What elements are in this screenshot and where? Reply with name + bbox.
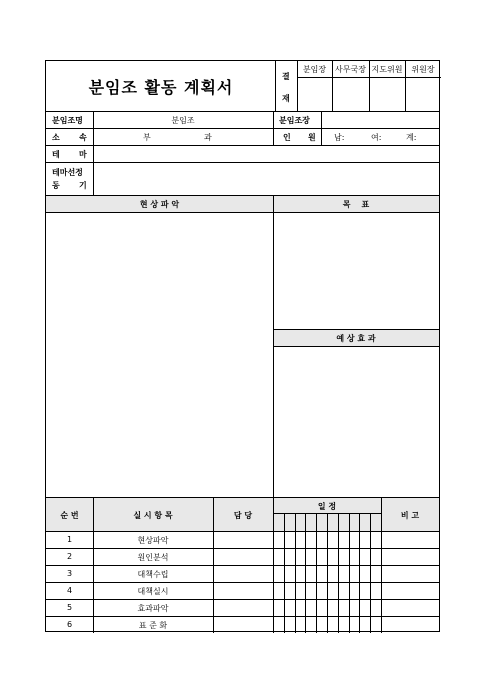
row-no-5: 5: [66, 603, 73, 612]
goal-section-header: 목 표: [342, 200, 370, 209]
motive-field[interactable]: [94, 163, 439, 195]
row-item-4: 대책실시: [137, 587, 169, 596]
col-header-note: 비 고: [400, 511, 420, 520]
department-value-b[interactable]: 과: [204, 133, 212, 142]
theme-field[interactable]: [94, 146, 439, 162]
period-subcolumn-line: [359, 513, 360, 633]
members-total[interactable]: 계:: [406, 133, 417, 142]
approval-role-chair: 위원장: [411, 65, 435, 74]
period-subcolumn-line: [305, 513, 306, 633]
row-item-1: 현상파악: [137, 536, 169, 545]
period-subcolumn-line: [284, 513, 285, 633]
effect-area[interactable]: [274, 347, 439, 497]
motive-label-line2-a: 동: [52, 181, 60, 190]
members-female[interactable]: 여:: [371, 133, 382, 142]
row-no-2: 2: [66, 552, 73, 561]
approval-divider: [275, 61, 276, 111]
row-no-4: 4: [66, 586, 73, 595]
members-male[interactable]: 남:: [334, 133, 345, 142]
col-header-owner: 담 당: [233, 511, 253, 520]
group-name-value[interactable]: 분임조: [171, 116, 195, 125]
members-label-a: 인: [283, 133, 291, 142]
status-section-header: 현 상 파 악: [139, 200, 180, 209]
department-label-b: 속: [79, 133, 87, 142]
activity-plan-form: [45, 60, 440, 632]
theme-label-b: 마: [79, 150, 87, 159]
page-title: 분임조 활동 계획서: [88, 78, 234, 97]
approval-role-secretary: 사무국장: [335, 65, 366, 74]
period-subcolumn-line: [370, 513, 371, 633]
approval-label-top: 결: [282, 72, 290, 81]
group-name-label: 분임조명: [52, 116, 83, 125]
row-item-3: 대책수립: [137, 570, 169, 579]
motive-label-line1: 테마선정: [52, 168, 83, 177]
row-no-6: 6: [66, 620, 73, 629]
period-subcolumn-line: [327, 513, 328, 633]
row-item-2: 원인분석: [137, 553, 169, 562]
goal-area[interactable]: [274, 213, 439, 329]
members-label-b: 원: [308, 133, 316, 142]
col-header-no: 순 번: [60, 511, 79, 520]
department-value-a[interactable]: 부: [143, 133, 151, 142]
approval-role-advisor: 지도위원: [371, 65, 403, 74]
row-item-6: 표 준 화: [138, 621, 168, 630]
row-item-5: 효과파악: [137, 604, 169, 613]
row-no-1: 1: [66, 535, 73, 544]
period-subcolumn-line: [316, 513, 317, 633]
status-area[interactable]: [46, 213, 273, 497]
approval-role-group-leader: 분임장: [302, 65, 327, 74]
col-header-item: 실 시 항 목: [133, 511, 173, 520]
effect-section-header: 예 상 효 과: [336, 334, 376, 343]
theme-label-a: 테: [52, 150, 60, 159]
approval-label-bottom: 재: [282, 94, 290, 103]
department-label-a: 소: [52, 133, 60, 142]
group-leader-label: 분임조장: [279, 116, 310, 125]
motive-label-line2-b: 기: [79, 181, 87, 190]
period-subcolumn-line: [338, 513, 339, 633]
col-header-period: 일 정: [317, 502, 337, 511]
period-subcolumn-line: [349, 513, 350, 633]
period-subcolumn-line: [295, 513, 296, 633]
row-no-3: 3: [66, 569, 73, 578]
